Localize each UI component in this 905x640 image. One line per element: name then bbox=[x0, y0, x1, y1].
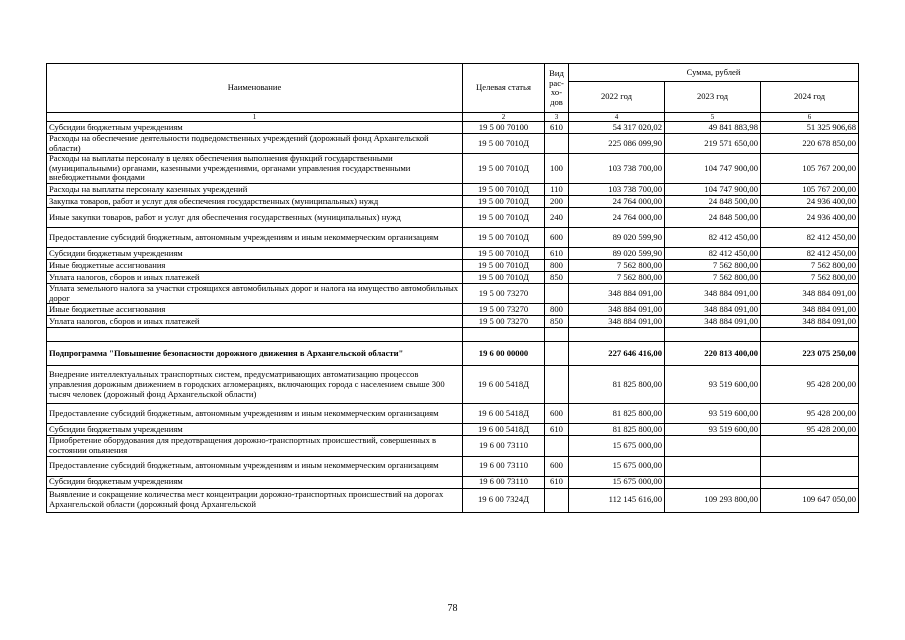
row-target-code: 19 6 00 5418Д bbox=[463, 366, 545, 404]
table-row bbox=[47, 424, 859, 436]
row-expense-kind: 800 bbox=[545, 260, 569, 272]
row-target-code: 19 6 00 5418Д bbox=[463, 424, 545, 436]
table-row bbox=[47, 304, 859, 316]
row-amount-2023 bbox=[665, 456, 761, 476]
row-expense-kind: 600 bbox=[545, 456, 569, 476]
row-name: Внедрение интеллектуальных транспортных систем, предусматривающих автоматизацию процессов управления дорожным движением в городских агломерациях, включающих города с населением свыше 300 тысяч человек (дорожный фонд Архангельской области) bbox=[47, 366, 463, 404]
table-row bbox=[47, 404, 859, 424]
row-amount-2022: 103 738 700,00 bbox=[569, 154, 665, 184]
column-number: 3 bbox=[545, 113, 569, 122]
page-number: 78 bbox=[447, 603, 458, 614]
row-expense-kind: 110 bbox=[545, 184, 569, 196]
row-name: Предоставление субсидий бюджетным, автономным учреждениям и иным некоммерческим организациям bbox=[47, 404, 463, 424]
row-amount-2022: 7 562 800,00 bbox=[569, 260, 665, 272]
row-amount-2023: 93 519 600,00 bbox=[665, 424, 761, 436]
row-amount-2022: 24 764 000,00 bbox=[569, 208, 665, 228]
table-row bbox=[47, 284, 859, 304]
row-name: Расходы на выплаты персоналу в целях обеспечения выполнения функций государственными (муниципальными) органами, казенными учреждениями, органами управления государственными внебюджетными фондами bbox=[47, 154, 463, 184]
row-name: Уплата налогов, сборов и иных платежей bbox=[47, 316, 463, 328]
row-name: Приобретение оборудования для предотвращения дорожно-транспортных происшествий, совершенных в состоянии опьянения bbox=[47, 436, 463, 456]
row-expense-kind bbox=[545, 366, 569, 404]
row-name: Подпрограмма "Повышение безопасности дорожного движения в Архангельской области" bbox=[47, 342, 463, 366]
row-amount-2023: 109 293 800,00 bbox=[665, 488, 761, 512]
table-row bbox=[47, 228, 859, 248]
row-name: Субсидии бюджетным учреждениям bbox=[47, 424, 463, 436]
row-amount-2022: 24 764 000,00 bbox=[569, 196, 665, 208]
table-row bbox=[47, 196, 859, 208]
row-target-code bbox=[463, 328, 545, 342]
table-row bbox=[47, 248, 859, 260]
row-target-code: 19 6 00 7324Д bbox=[463, 488, 545, 512]
column-number: 2 bbox=[463, 113, 545, 122]
row-amount-2024: 51 325 906,68 bbox=[761, 122, 859, 134]
row-expense-kind: 850 bbox=[545, 272, 569, 284]
row-amount-2023: 24 848 500,00 bbox=[665, 208, 761, 228]
row-amount-2024 bbox=[761, 456, 859, 476]
table-row bbox=[47, 476, 859, 488]
row-amount-2022: 348 884 091,00 bbox=[569, 316, 665, 328]
row-name: Закупка товаров, работ и услуг для обеспечения государственных (муниципальных) нужд bbox=[47, 196, 463, 208]
row-amount-2023: 49 841 883,98 bbox=[665, 122, 761, 134]
row-amount-2023: 7 562 800,00 bbox=[665, 260, 761, 272]
row-amount-2022: 348 884 091,00 bbox=[569, 304, 665, 316]
table-row bbox=[47, 208, 859, 228]
row-expense-kind: 240 bbox=[545, 208, 569, 228]
table-row bbox=[47, 366, 859, 404]
row-amount-2022: 81 825 800,00 bbox=[569, 424, 665, 436]
row-amount-2022: 7 562 800,00 bbox=[569, 272, 665, 284]
table-row bbox=[47, 342, 859, 366]
row-target-code: 19 5 00 7010Д bbox=[463, 196, 545, 208]
row-expense-kind bbox=[545, 436, 569, 456]
row-expense-kind: 200 bbox=[545, 196, 569, 208]
row-expense-kind: 610 bbox=[545, 424, 569, 436]
budget-table bbox=[46, 63, 859, 513]
row-amount-2024: 348 884 091,00 bbox=[761, 316, 859, 328]
row-target-code: 19 5 00 7010Д bbox=[463, 208, 545, 228]
row-expense-kind bbox=[545, 284, 569, 304]
row-expense-kind bbox=[545, 342, 569, 366]
row-amount-2022 bbox=[569, 328, 665, 342]
row-expense-kind: 850 bbox=[545, 316, 569, 328]
row-amount-2022: 81 825 800,00 bbox=[569, 366, 665, 404]
row-amount-2024: 105 767 200,00 bbox=[761, 184, 859, 196]
row-target-code: 19 5 00 73270 bbox=[463, 304, 545, 316]
row-target-code: 19 5 00 73270 bbox=[463, 284, 545, 304]
column-number: 6 bbox=[761, 113, 859, 122]
row-amount-2024: 220 678 850,00 bbox=[761, 134, 859, 154]
row-amount-2022: 15 675 000,00 bbox=[569, 436, 665, 456]
row-name: Расходы на обеспечение деятельности подведомственных учреждений (дорожный фонд Архангельской области) bbox=[47, 134, 463, 154]
header-sum: Сумма, рублей bbox=[569, 64, 859, 82]
row-amount-2022: 348 884 091,00 bbox=[569, 284, 665, 304]
row-amount-2024: 24 936 400,00 bbox=[761, 208, 859, 228]
row-target-code: 19 5 00 7010Д bbox=[463, 184, 545, 196]
table-row bbox=[47, 184, 859, 196]
row-amount-2023 bbox=[665, 328, 761, 342]
row-amount-2024: 7 562 800,00 bbox=[761, 272, 859, 284]
table-row bbox=[47, 456, 859, 476]
row-amount-2024: 109 647 050,00 bbox=[761, 488, 859, 512]
row-amount-2023: 348 884 091,00 bbox=[665, 284, 761, 304]
row-target-code: 19 5 00 70100 bbox=[463, 122, 545, 134]
table-row-blank bbox=[47, 328, 859, 342]
row-amount-2022: 227 646 416,00 bbox=[569, 342, 665, 366]
row-target-code: 19 5 00 7010Д bbox=[463, 154, 545, 184]
row-target-code: 19 5 00 73270 bbox=[463, 316, 545, 328]
table-row bbox=[47, 134, 859, 154]
row-name: Субсидии бюджетным учреждениям bbox=[47, 248, 463, 260]
row-name: Иные бюджетные ассигнования bbox=[47, 260, 463, 272]
row-amount-2023 bbox=[665, 476, 761, 488]
row-expense-kind: 610 bbox=[545, 248, 569, 260]
row-name bbox=[47, 328, 463, 342]
row-amount-2022: 112 145 616,00 bbox=[569, 488, 665, 512]
table-row bbox=[47, 154, 859, 184]
row-target-code: 19 5 00 7010Д bbox=[463, 228, 545, 248]
row-amount-2024: 223 075 250,00 bbox=[761, 342, 859, 366]
column-numbers-row bbox=[47, 113, 859, 122]
row-name: Иные бюджетные ассигнования bbox=[47, 304, 463, 316]
row-name: Субсидии бюджетным учреждениям bbox=[47, 122, 463, 134]
header-name: Наименование bbox=[47, 64, 463, 113]
row-target-code: 19 6 00 00000 bbox=[463, 342, 545, 366]
row-amount-2023: 348 884 091,00 bbox=[665, 304, 761, 316]
row-expense-kind bbox=[545, 488, 569, 512]
row-amount-2022: 89 020 599,90 bbox=[569, 228, 665, 248]
row-amount-2024: 7 562 800,00 bbox=[761, 260, 859, 272]
row-amount-2024 bbox=[761, 328, 859, 342]
row-amount-2024: 95 428 200,00 bbox=[761, 404, 859, 424]
row-amount-2022: 81 825 800,00 bbox=[569, 404, 665, 424]
row-amount-2022: 15 675 000,00 bbox=[569, 456, 665, 476]
row-target-code: 19 6 00 73110 bbox=[463, 456, 545, 476]
row-expense-kind: 600 bbox=[545, 228, 569, 248]
row-amount-2024: 95 428 200,00 bbox=[761, 366, 859, 404]
row-amount-2023: 219 571 650,00 bbox=[665, 134, 761, 154]
header-year-2022: 2022 год bbox=[569, 82, 665, 113]
row-target-code: 19 5 00 7010Д bbox=[463, 248, 545, 260]
table-row bbox=[47, 488, 859, 512]
row-amount-2023: 93 519 600,00 bbox=[665, 366, 761, 404]
row-amount-2022: 225 086 099,90 bbox=[569, 134, 665, 154]
row-amount-2023: 24 848 500,00 bbox=[665, 196, 761, 208]
table-row bbox=[47, 436, 859, 456]
row-target-code: 19 5 00 7010Д bbox=[463, 260, 545, 272]
table-row bbox=[47, 272, 859, 284]
row-amount-2023: 348 884 091,00 bbox=[665, 316, 761, 328]
row-target-code: 19 5 00 7010Д bbox=[463, 134, 545, 154]
row-amount-2022: 103 738 700,00 bbox=[569, 184, 665, 196]
row-amount-2023: 104 747 900,00 bbox=[665, 154, 761, 184]
row-amount-2024 bbox=[761, 476, 859, 488]
row-amount-2024: 348 884 091,00 bbox=[761, 284, 859, 304]
header-year-2024: 2024 год bbox=[761, 82, 859, 113]
row-amount-2022: 15 675 000,00 bbox=[569, 476, 665, 488]
row-target-code: 19 6 00 5418Д bbox=[463, 404, 545, 424]
table-row bbox=[47, 122, 859, 134]
header-year-2023: 2023 год bbox=[665, 82, 761, 113]
row-expense-kind: 800 bbox=[545, 304, 569, 316]
row-expense-kind: 610 bbox=[545, 476, 569, 488]
row-name: Уплата налогов, сборов и иных платежей bbox=[47, 272, 463, 284]
row-target-code: 19 6 00 73110 bbox=[463, 476, 545, 488]
row-amount-2023: 220 813 400,00 bbox=[665, 342, 761, 366]
row-expense-kind: 610 bbox=[545, 122, 569, 134]
row-name: Иные закупки товаров, работ и услуг для обеспечения государственных (муниципальных) нужд bbox=[47, 208, 463, 228]
row-name: Выявление и сокращение количества мест концентрации дорожно-транспортных происшествий на дорогах Архангельской области (дорожный фонд Архангельской bbox=[47, 488, 463, 512]
row-amount-2024: 82 412 450,00 bbox=[761, 248, 859, 260]
row-name: Уплата земельного налога за участки строящихся автомобильных дорог и налога на имущество автомобильных дорог bbox=[47, 284, 463, 304]
row-amount-2024: 95 428 200,00 bbox=[761, 424, 859, 436]
row-amount-2023 bbox=[665, 436, 761, 456]
row-amount-2024: 24 936 400,00 bbox=[761, 196, 859, 208]
header-target-article: Целевая статья bbox=[463, 64, 545, 113]
row-amount-2023: 104 747 900,00 bbox=[665, 184, 761, 196]
row-name: Предоставление субсидий бюджетным, автономным учреждениям и иным некоммерческим организациям bbox=[47, 228, 463, 248]
row-amount-2024: 348 884 091,00 bbox=[761, 304, 859, 316]
column-number: 1 bbox=[47, 113, 463, 122]
row-amount-2023: 82 412 450,00 bbox=[665, 228, 761, 248]
row-name: Предоставление субсидий бюджетным, автономным учреждениям и иным некоммерческим организациям bbox=[47, 456, 463, 476]
row-amount-2023: 93 519 600,00 bbox=[665, 404, 761, 424]
row-amount-2024: 82 412 450,00 bbox=[761, 228, 859, 248]
row-amount-2023: 82 412 450,00 bbox=[665, 248, 761, 260]
row-amount-2024 bbox=[761, 436, 859, 456]
table-row bbox=[47, 316, 859, 328]
row-expense-kind bbox=[545, 134, 569, 154]
row-amount-2024: 105 767 200,00 bbox=[761, 154, 859, 184]
row-name: Субсидии бюджетным учреждениям bbox=[47, 476, 463, 488]
row-target-code: 19 5 00 7010Д bbox=[463, 272, 545, 284]
header-expense-kind: Вид рас-хо-дов bbox=[545, 64, 569, 113]
column-number: 4 bbox=[569, 113, 665, 122]
row-expense-kind: 100 bbox=[545, 154, 569, 184]
row-name: Расходы на выплаты персоналу казенных учреждений bbox=[47, 184, 463, 196]
row-target-code: 19 6 00 73110 bbox=[463, 436, 545, 456]
table-row bbox=[47, 260, 859, 272]
column-number: 5 bbox=[665, 113, 761, 122]
row-amount-2022: 89 020 599,90 bbox=[569, 248, 665, 260]
row-expense-kind bbox=[545, 328, 569, 342]
row-expense-kind: 600 bbox=[545, 404, 569, 424]
row-amount-2022: 54 317 020,02 bbox=[569, 122, 665, 134]
row-amount-2023: 7 562 800,00 bbox=[665, 272, 761, 284]
